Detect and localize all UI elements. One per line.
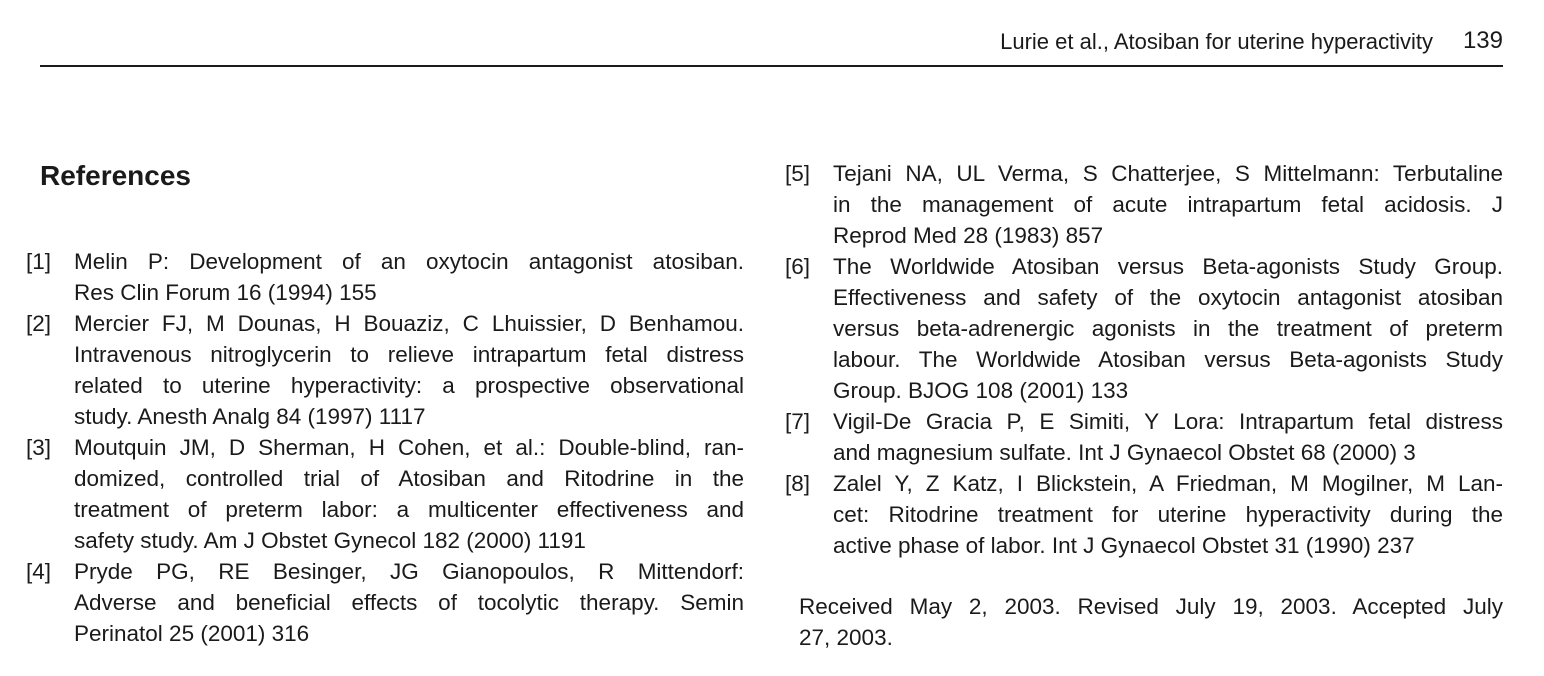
reference-line: and magnesium sulfate. Int J Gynaecol Obstet 68 (2000) 3 (833, 440, 1416, 465)
reference-line: Reprod Med 28 (1983) 857 (833, 223, 1104, 248)
reference-number: [7] (785, 409, 811, 434)
running-header (40, 22, 1503, 67)
reference-line: Vigil-De Gracia P, E Simiti, Y Lora: Intrapartum fetal distress (833, 409, 1503, 434)
reference-line: versus beta-adrenergic agonists in the treatment of preterm (833, 316, 1503, 341)
reference-line: Res Clin Forum 16 (1994) 155 (74, 280, 377, 305)
reference-item-1 (26, 246, 744, 308)
reference-line: Perinatol 25 (2001) 316 (74, 621, 310, 646)
page-number: 139 (1462, 27, 1503, 54)
reference-line: active phase of labor. Int J Gynaecol Obstet 31 (1990) 237 (833, 533, 1415, 558)
received-line: 27, 2003. (799, 625, 893, 650)
received-dates (799, 591, 1503, 653)
reference-line: Effectiveness and safety of the oxytocin antagonist atosiban (833, 285, 1503, 310)
reference-number: [6] (785, 254, 811, 279)
reference-line: Mercier FJ, M Dounas, H Bouaziz, C Lhuissier, D Benhamou. (74, 311, 744, 336)
reference-line: labour. The Worldwide Atosiban versus Beta-agonists Study (833, 347, 1503, 372)
reference-line: Group. BJOG 108 (2001) 133 (833, 378, 1129, 403)
reference-line: The Worldwide Atosiban versus Beta-agonists Study Group. (833, 254, 1503, 279)
reference-number: [2] (26, 311, 52, 336)
references-column-right (785, 158, 1503, 561)
reference-line: cet: Ritodrine treatment for uterine hyperactivity during the (833, 502, 1503, 527)
reference-item-7 (785, 406, 1503, 468)
reference-line: study. Anesth Analg 84 (1997) 1117 (74, 404, 426, 429)
reference-number: [8] (785, 471, 811, 496)
reference-line: Pryde PG, RE Besinger, JG Gianopoulos, R Mittendorf: (74, 559, 744, 584)
reference-item-5 (785, 158, 1503, 251)
reference-line: Zalel Y, Z Katz, I Blickstein, A Friedman, M Mogilner, M Lan- (833, 471, 1503, 496)
reference-item-4 (26, 556, 744, 649)
received-line: Received May 2, 2003. Revised July 19, 2003. Accepted July (799, 594, 1503, 619)
running-title: Lurie et al., Atosiban for uterine hyperactivity (1000, 29, 1433, 54)
reference-item-8 (785, 468, 1503, 561)
reference-line: Adverse and beneficial effects of tocolytic therapy. Semin (74, 590, 744, 615)
reference-item-2 (26, 308, 744, 432)
references-column-left (26, 246, 744, 649)
reference-number: [5] (785, 161, 811, 186)
reference-line: Melin P: Development of an oxytocin antagonist atosiban. (74, 249, 744, 274)
reference-line: related to uterine hyperactivity: a prospective observational (74, 373, 744, 398)
reference-line: in the management of acute intrapartum fetal acidosis. J (833, 192, 1503, 217)
reference-line: safety study. Am J Obstet Gynecol 182 (2000) 1191 (74, 528, 586, 553)
reference-item-6 (785, 251, 1503, 406)
reference-number: [3] (26, 435, 52, 460)
reference-line: domized, controlled trial of Atosiban and Ritodrine in the (74, 466, 744, 491)
reference-line: Moutquin JM, D Sherman, H Cohen, et al.: Double-blind, ran- (74, 435, 744, 460)
reference-number: [4] (26, 559, 52, 584)
reference-item-3 (26, 432, 744, 556)
reference-line: Tejani NA, UL Verma, S Chatterjee, S Mittelmann: Terbutaline (833, 161, 1503, 186)
reference-line: treatment of preterm labor: a multicenter effectiveness and (74, 497, 744, 522)
reference-number: [1] (26, 249, 52, 274)
section-title: References (40, 160, 191, 191)
reference-line: Intravenous nitroglycerin to relieve intrapartum fetal distress (74, 342, 744, 367)
